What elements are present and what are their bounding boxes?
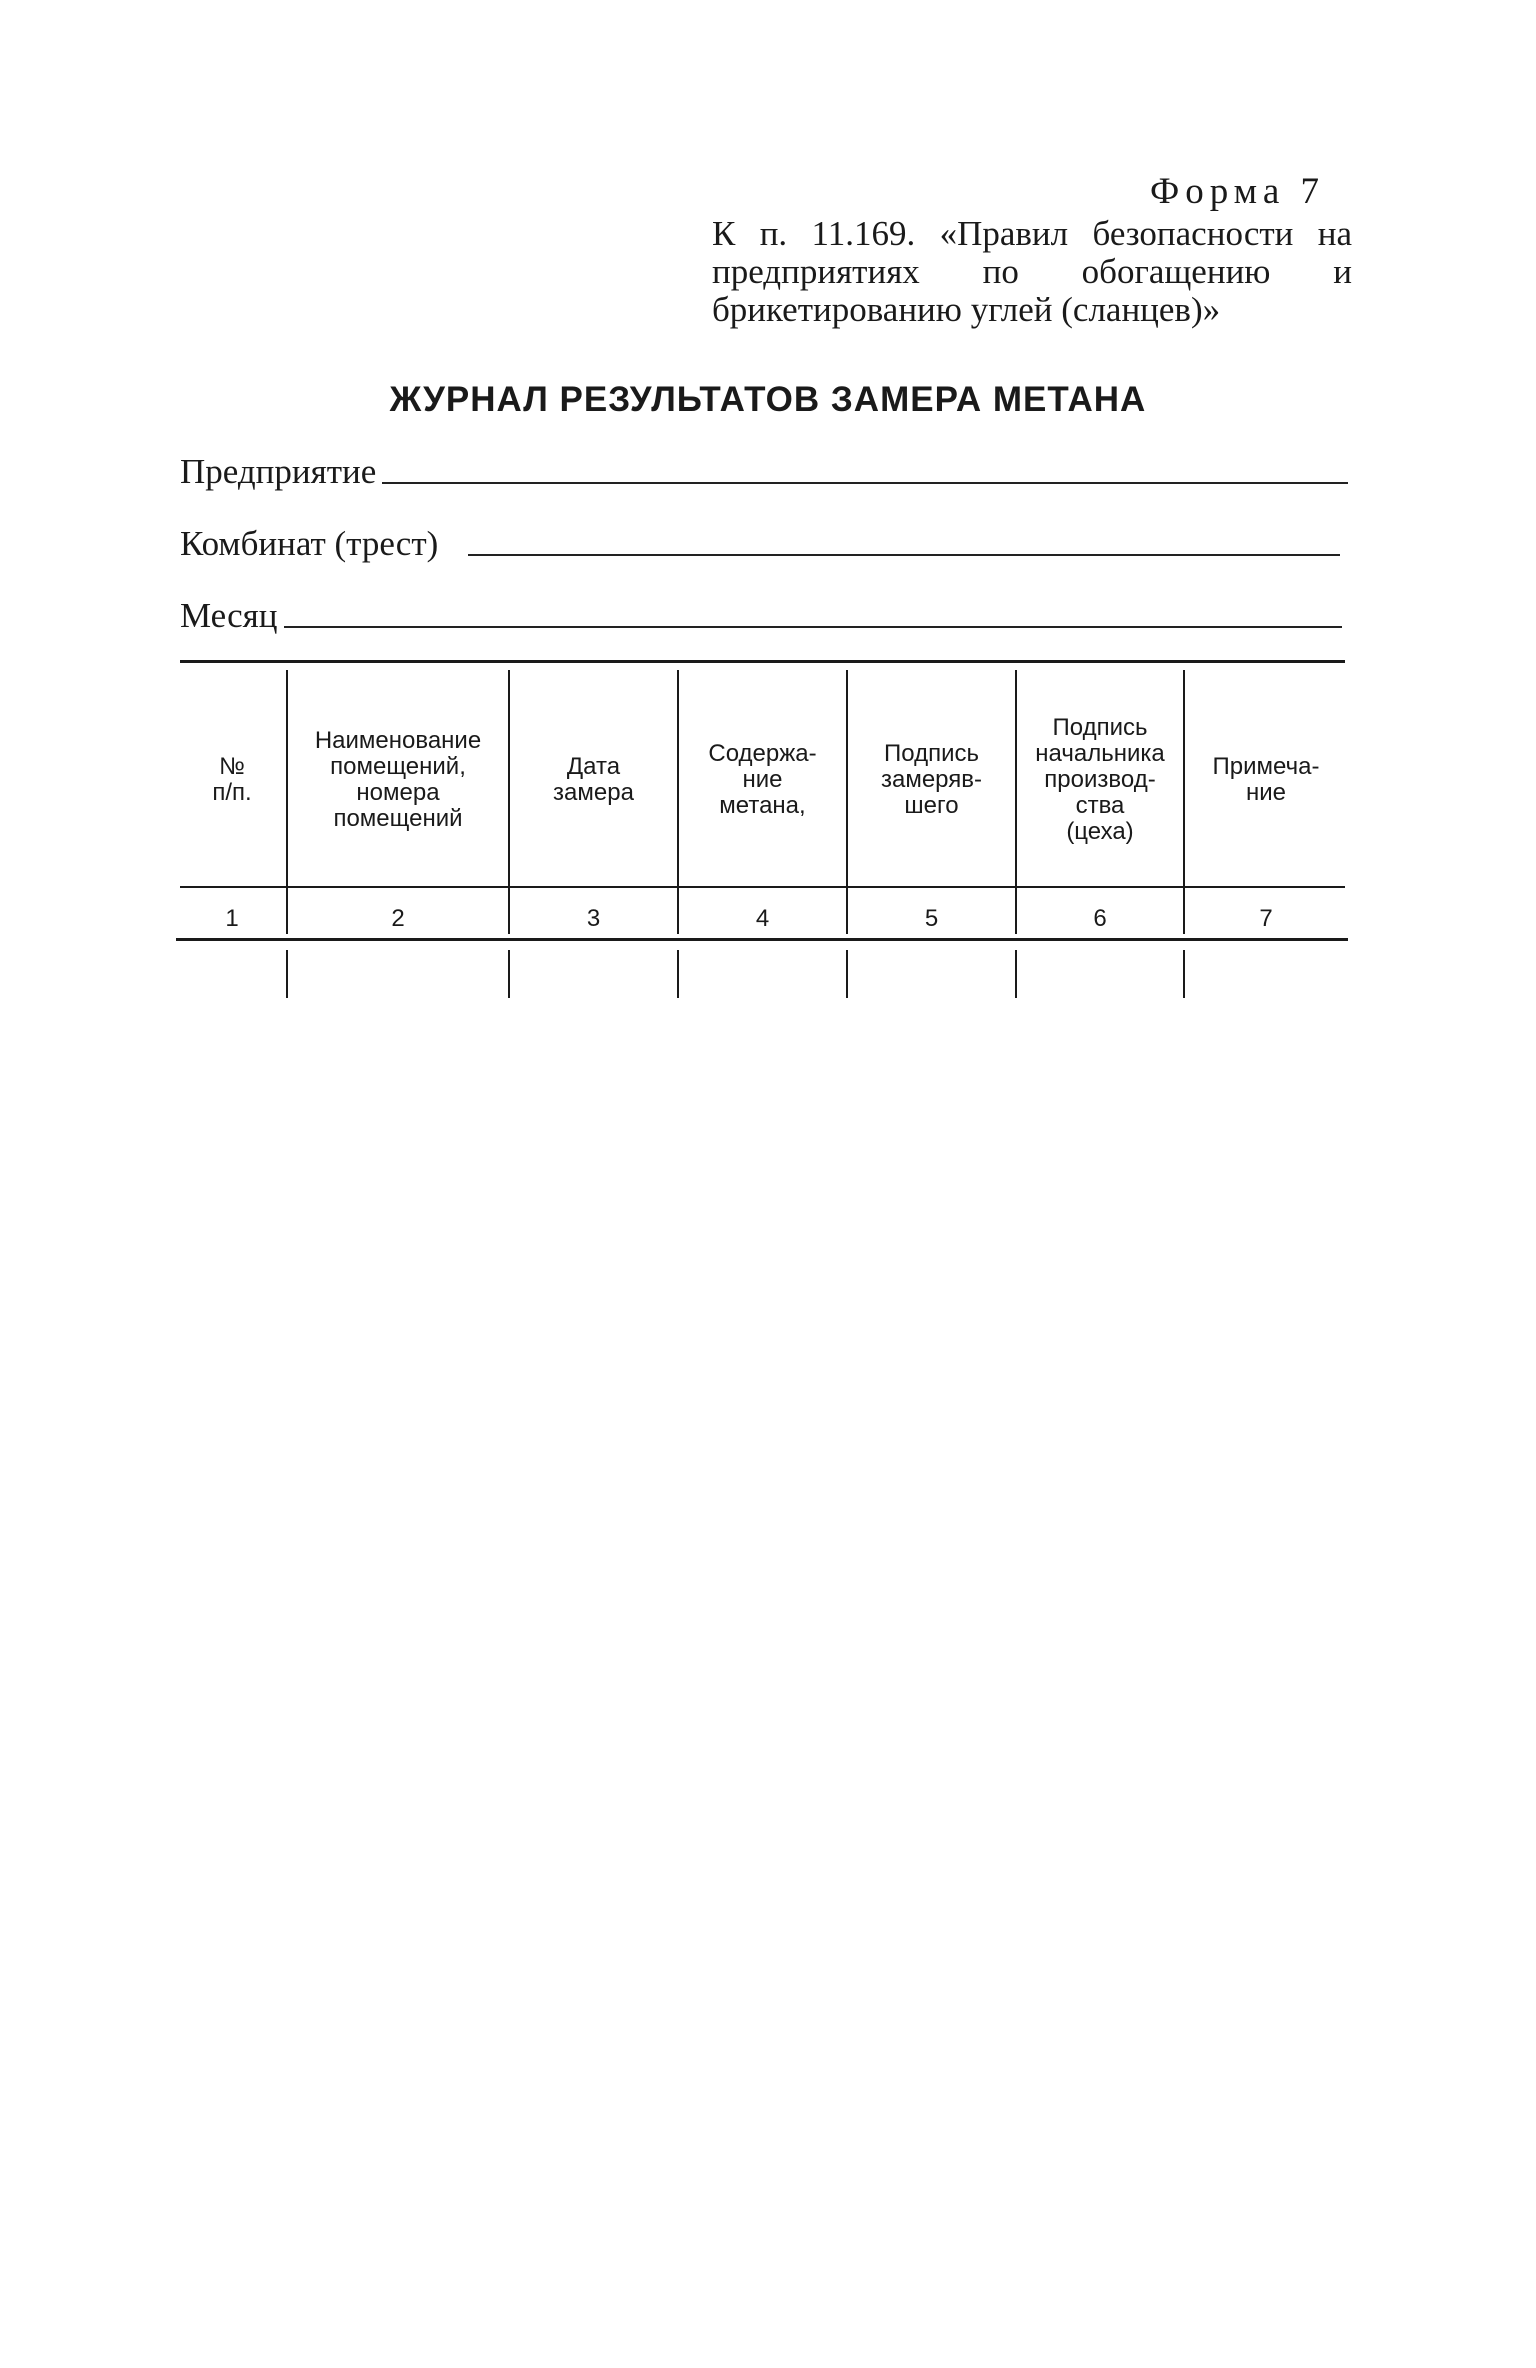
combine-field[interactable]	[180, 524, 1340, 572]
column-number: 7	[1259, 905, 1273, 932]
header-cell: Дата замера	[553, 752, 634, 806]
header-cell: Наименование помещений, номера помещений	[314, 726, 482, 832]
column-number: 6	[1093, 905, 1107, 932]
combine-line	[468, 554, 1340, 556]
column-divider	[286, 670, 288, 934]
column-divider	[677, 670, 679, 934]
month-field[interactable]	[180, 596, 1342, 644]
row-divider	[1015, 950, 1017, 998]
header-cell: Примеча- ние	[1212, 752, 1320, 806]
header-cell: Подпись замеряв- шего	[880, 739, 982, 819]
enterprise-line	[382, 482, 1348, 484]
form-label: Форма 7	[1149, 171, 1325, 212]
enterprise-field[interactable]	[180, 452, 1348, 500]
table-top-rule	[180, 660, 1345, 663]
month-line	[284, 626, 1342, 628]
column-number: 5	[924, 905, 939, 932]
column-divider	[1015, 670, 1017, 934]
column-divider	[846, 670, 848, 934]
row-divider	[846, 950, 848, 998]
row-divider	[508, 950, 510, 998]
header-cell: № п/п.	[212, 752, 252, 806]
combine-label: Комбинат (трест)	[180, 524, 439, 563]
header-cell: Содержа- ние метана,	[708, 739, 817, 819]
column-number: 2	[391, 905, 405, 932]
header-rule	[180, 886, 1345, 888]
header-cell: Подпись начальника производ- ства (цеха)	[1035, 713, 1165, 845]
column-number: 1	[225, 905, 239, 932]
row-divider	[1183, 950, 1185, 998]
column-divider	[1183, 670, 1185, 934]
column-number: 3	[586, 905, 601, 932]
month-label: Месяц	[180, 596, 278, 635]
regulation-reference: К п. 11.169. «Правил безопасности на предприятиях по обогащению и брикетированию углей (сланцев)»	[712, 214, 1352, 329]
row-divider	[286, 950, 288, 998]
column-divider	[508, 670, 510, 934]
enterprise-label: Предприятие	[180, 452, 377, 491]
row-divider	[677, 950, 679, 998]
journal-title: ЖУРНАЛ РЕЗУЛЬТАТОВ ЗАМЕРА МЕТАНА	[389, 380, 1147, 419]
numbering-rule	[176, 938, 1348, 941]
column-number: 4	[755, 905, 770, 932]
